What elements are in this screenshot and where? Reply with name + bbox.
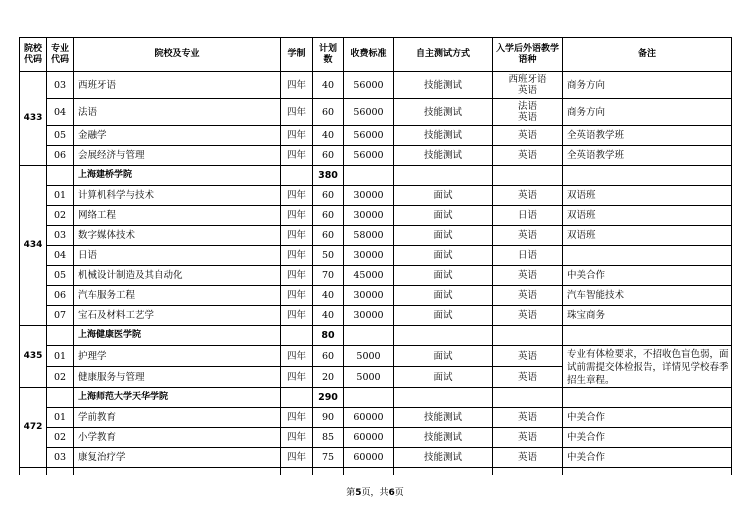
language [493,448,563,468]
major-code: 06 [47,286,74,306]
fee: 30000 [344,306,394,326]
language-item: 英语 [517,310,537,321]
duration: 四年 [281,226,313,246]
plan-count: 85 [313,428,344,448]
fee: 56000 [344,99,394,126]
language [493,186,563,206]
duration: 四年 [281,266,313,286]
blank-cell [20,468,47,476]
school-name: 上海建桥学院 [74,166,281,186]
language-item: 英语 [517,85,537,96]
remark: 商务方向 [563,72,732,99]
remark: 中美合作 [563,448,732,468]
duration: 四年 [281,306,313,326]
plan-count: 40 [313,286,344,306]
major-code: 05 [47,266,74,286]
language-item: 英语 [517,112,537,123]
table-row [20,346,732,367]
remark: 中美合作 [563,266,732,286]
major-name: 护理学 [74,346,281,367]
blank-cell [493,166,563,186]
plan-count: 40 [313,126,344,146]
table-row [20,286,732,306]
major-code: 01 [47,408,74,428]
header-row [20,38,732,72]
school-code: 434 [20,166,47,326]
major-name: 汽车服务工程 [74,286,281,306]
major-name: 法语 [74,99,281,126]
fee: 60000 [344,408,394,428]
language-item: 日语 [517,250,537,261]
fee: 5000 [344,346,394,367]
table-row [20,226,732,246]
major-code: 04 [47,246,74,266]
table-row [20,186,732,206]
duration: 四年 [281,286,313,306]
fee: 30000 [344,186,394,206]
duration: 四年 [281,408,313,428]
blank-cell [394,388,493,408]
language-item: 英语 [517,412,537,423]
school-row [20,166,732,186]
major-code: 03 [47,226,74,246]
duration: 四年 [281,72,313,99]
major-name: 西班牙语 [74,72,281,99]
test-method: 技能测试 [394,72,493,99]
plan-count: 60 [313,206,344,226]
major-name: 健康服务与管理 [74,367,281,388]
test-method: 技能测试 [394,448,493,468]
remark: 双语班 [563,226,732,246]
language [493,72,563,99]
table-row [20,266,732,286]
blank-cell [47,326,74,346]
language-item: 英语 [517,290,537,301]
school-row [20,326,732,346]
language [493,428,563,448]
duration: 四年 [281,99,313,126]
blank-cell [47,468,74,476]
header-school-major: 院校及专业 [74,38,281,72]
fee: 5000 [344,367,394,388]
test-method: 面试 [394,286,493,306]
fee: 58000 [344,226,394,246]
test-method: 面试 [394,346,493,367]
blank-cell [313,468,344,476]
plan-count: 50 [313,246,344,266]
test-method: 面试 [394,367,493,388]
plan-count: 60 [313,99,344,126]
school-code: 472 [20,388,47,468]
blank-cell [281,468,313,476]
major-code: 05 [47,126,74,146]
language-item: 英语 [517,452,537,463]
remark: 中美合作 [563,408,732,428]
major-code: 02 [47,428,74,448]
shared-remark: 专业有体检要求，不招收色盲色弱，面试前需提交体检报告，详情见学校春季招生章程。 [563,346,732,388]
school-code: 433 [20,72,47,166]
language [493,286,563,306]
table-row [20,99,732,126]
major-code: 02 [47,206,74,226]
table-row [20,408,732,428]
table-row [20,306,732,326]
admissions-table [19,37,732,475]
language [493,367,563,388]
test-method: 技能测试 [394,428,493,448]
test-method: 技能测试 [394,146,493,166]
major-name: 计算机科学与技术 [74,186,281,206]
fee: 56000 [344,72,394,99]
blank-cell [344,388,394,408]
language-item: 英语 [517,371,537,383]
major-code: 01 [47,186,74,206]
blank-cell [493,326,563,346]
header-duration: 学制 [281,38,313,72]
language-item: 西班牙语 [508,74,547,85]
remark: 商务方向 [563,99,732,126]
test-method: 面试 [394,206,493,226]
test-method: 技能测试 [394,408,493,428]
blank-cell [281,326,313,346]
language-item: 英语 [517,350,537,362]
test-method: 面试 [394,266,493,286]
blank-cell [344,166,394,186]
table-row [20,206,732,226]
school-name: 上海师范大学天华学院 [74,388,281,408]
language [493,266,563,286]
plan-total: 290 [313,388,344,408]
duration: 四年 [281,428,313,448]
school-row [20,388,732,408]
blank-cell [344,468,394,476]
plan-count: 60 [313,186,344,206]
blank-cell [563,326,732,346]
remark: 汽车智能技术 [563,286,732,306]
header-major-code: 专业代码 [47,38,74,72]
plan-count: 60 [313,146,344,166]
blank-cell [493,388,563,408]
language [493,206,563,226]
table-row [20,428,732,448]
major-name: 康复治疗学 [74,448,281,468]
major-name: 机械设计制造及其自动化 [74,266,281,286]
header-test: 自主测试方式 [394,38,493,72]
table-row [20,146,732,166]
fee: 30000 [344,286,394,306]
language-item: 英语 [517,270,537,281]
major-name: 小学教育 [74,428,281,448]
test-method: 技能测试 [394,126,493,146]
plan-count: 70 [313,266,344,286]
duration: 四年 [281,448,313,468]
blank-cell [563,468,732,476]
major-name: 数字媒体技术 [74,226,281,246]
language [493,306,563,326]
language [493,99,563,126]
test-method: 技能测试 [394,99,493,126]
major-name: 日语 [74,246,281,266]
page-footer: 第5页，共6页 [346,488,404,498]
header-plan: 计划数 [313,38,344,72]
plan-count: 60 [313,226,344,246]
plan-total: 380 [313,166,344,186]
blank-cell [563,166,732,186]
language-item: 英语 [517,432,537,443]
language-item: 法语 [517,101,537,112]
table-row [20,126,732,146]
blank-cell [394,468,493,476]
fee: 30000 [344,206,394,226]
test-method: 面试 [394,226,493,246]
major-code: 02 [47,367,74,388]
test-method: 面试 [394,186,493,206]
fee: 45000 [344,266,394,286]
major-code: 04 [47,99,74,126]
major-name: 会展经济与管理 [74,146,281,166]
blank-cell [47,388,74,408]
language [493,246,563,266]
duration: 四年 [281,206,313,226]
plan-count: 75 [313,448,344,468]
duration: 四年 [281,146,313,166]
blank-cell [394,166,493,186]
duration: 四年 [281,367,313,388]
table-row [20,246,732,266]
major-name: 学前教育 [74,408,281,428]
blank-cell [344,326,394,346]
plan-total: 80 [313,326,344,346]
header-language: 入学后外语教学语种 [493,38,563,72]
remark: 双语班 [563,186,732,206]
blank-cell [281,388,313,408]
language-item: 英语 [517,130,537,141]
remark: 珠宝商务 [563,306,732,326]
page-number: 5 [355,488,362,498]
table-row [20,72,732,99]
plan-count: 40 [313,306,344,326]
language-item: 英语 [517,230,537,241]
language [493,408,563,428]
remark: 全英语教学班 [563,126,732,146]
duration: 四年 [281,126,313,146]
remark [563,246,732,266]
header-school-code: 院校代码 [20,38,47,72]
major-name: 金融学 [74,126,281,146]
school-name: 上海健康医学院 [74,326,281,346]
blank-cell [281,166,313,186]
test-method: 面试 [394,246,493,266]
fee: 30000 [344,246,394,266]
language-item: 英语 [517,190,537,201]
plan-count: 40 [313,72,344,99]
major-code: 07 [47,306,74,326]
blank-cell [47,166,74,186]
language [493,226,563,246]
school-code: 435 [20,326,47,388]
duration: 四年 [281,246,313,266]
major-name: 宝石及材料工艺学 [74,306,281,326]
header-fee: 收费标准 [344,38,394,72]
major-code: 06 [47,146,74,166]
plan-count: 20 [313,367,344,388]
blank-cell [563,388,732,408]
major-name: 网络工程 [74,206,281,226]
test-method: 面试 [394,306,493,326]
blank-cell [493,468,563,476]
page-total: 6 [388,488,395,498]
table-row [20,448,732,468]
fee: 56000 [344,146,394,166]
cutoff-row [20,468,732,476]
language-item: 日语 [517,210,537,221]
blank-cell [74,468,281,476]
table-body [20,72,732,476]
language [493,346,563,367]
duration: 四年 [281,346,313,367]
major-code: 03 [47,448,74,468]
remark: 双语班 [563,206,732,226]
language [493,126,563,146]
remark: 全英语教学班 [563,146,732,166]
language [493,146,563,166]
blank-cell [394,326,493,346]
plan-count: 60 [313,346,344,367]
fee: 60000 [344,428,394,448]
major-code: 03 [47,72,74,99]
fee: 56000 [344,126,394,146]
major-code: 01 [47,346,74,367]
fee: 60000 [344,448,394,468]
remark: 中美合作 [563,428,732,448]
language-item: 英语 [517,150,537,161]
duration: 四年 [281,186,313,206]
plan-count: 90 [313,408,344,428]
header-remark: 备注 [563,38,732,72]
